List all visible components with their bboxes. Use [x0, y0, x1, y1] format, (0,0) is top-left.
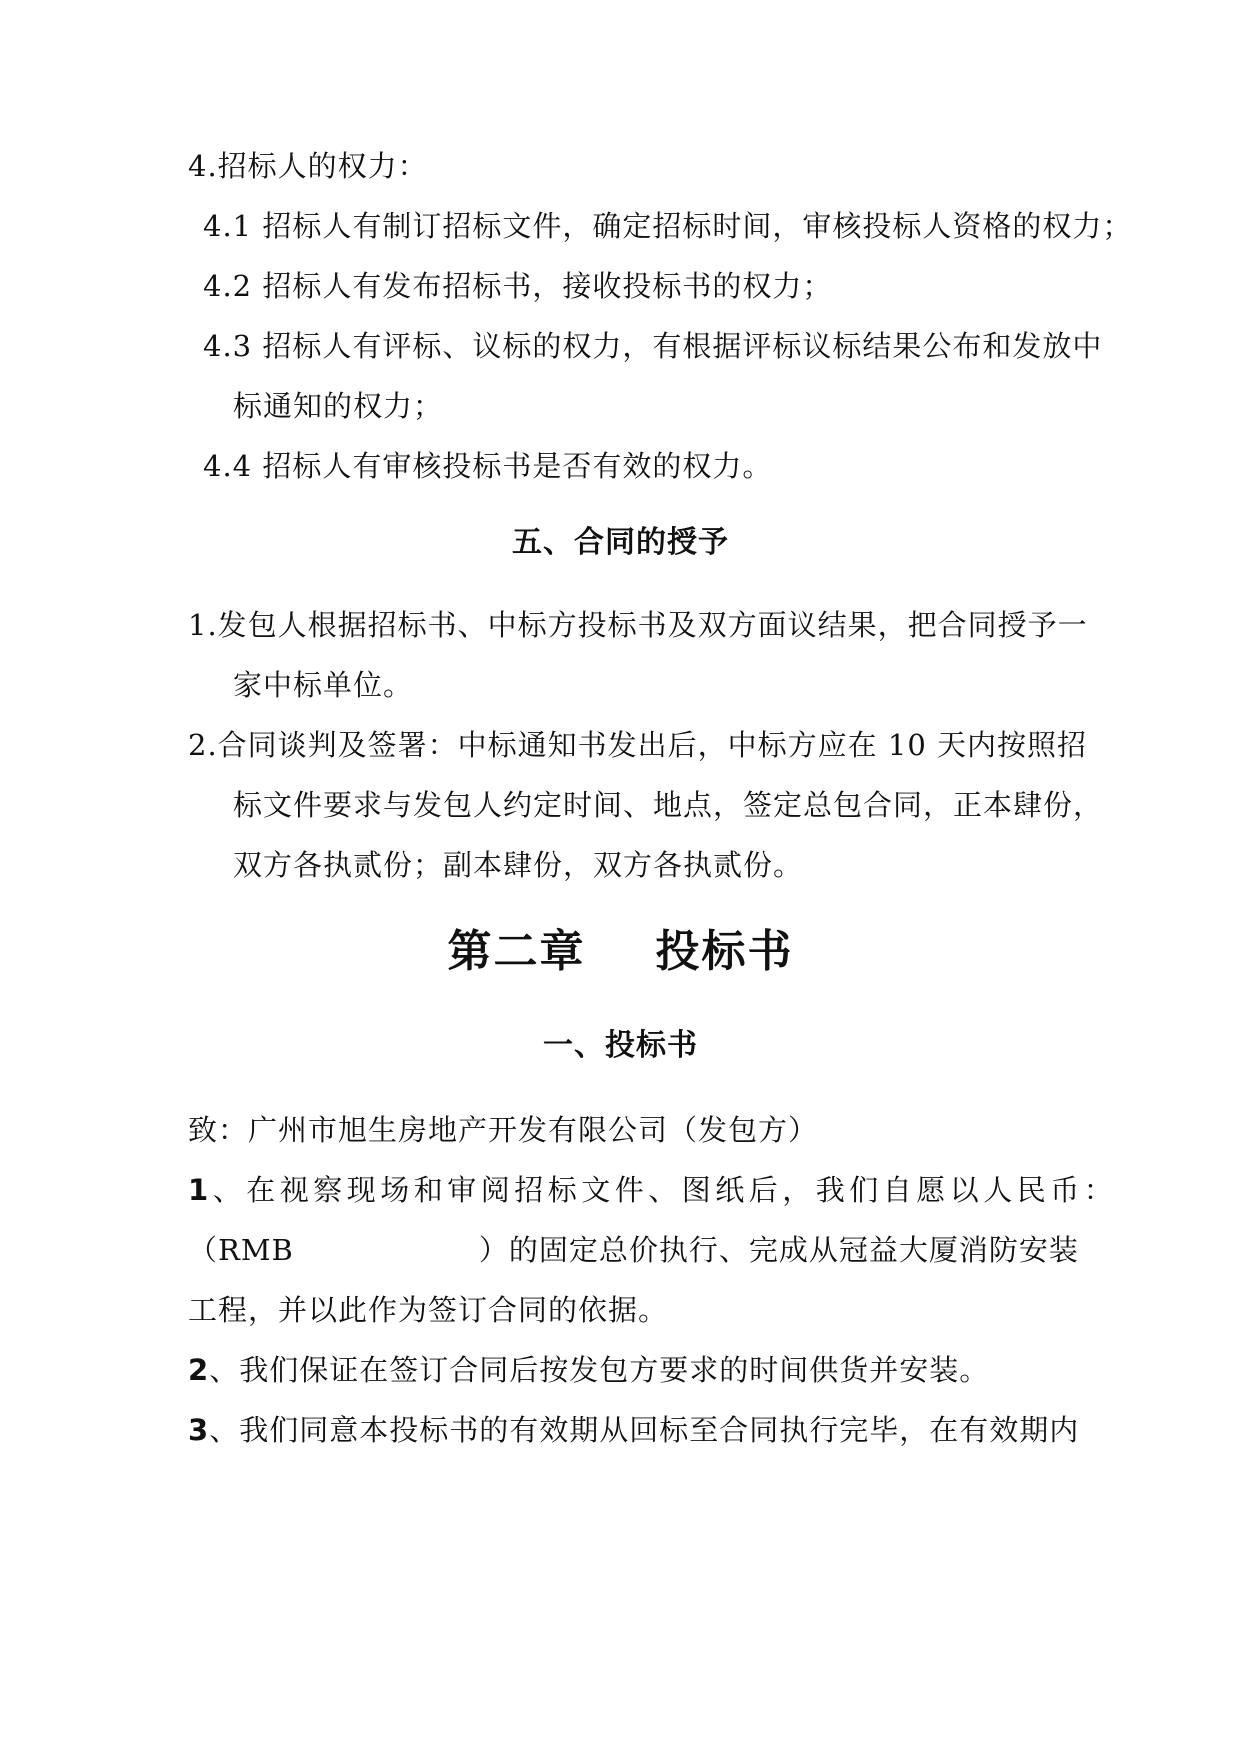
section4-item-4: 4.4 招标人有审核投标书是否有效的权力。 [203, 449, 773, 483]
bid-item-1-amount-prefix: （RMB [188, 1233, 294, 1267]
bid-item-2 [188, 1350, 989, 1390]
bid-item-2-number: 2 [188, 1353, 210, 1387]
section4-item-3-continued: 标通知的权力； [233, 389, 444, 423]
chapter-title [0, 924, 1241, 980]
bid-addressee: 致：广州市旭生房地产开发有限公司（发包方） [188, 1113, 819, 1147]
section5-paragraph-1: 1.发包人根据招标书、中标方投标书及双方面议结果，把合同授予一 [188, 608, 1088, 642]
section4-item-1: 4.1 招标人有制订招标文件，确定招标时间，审核投标人资格的权力； [203, 209, 1133, 243]
bid-section-heading: 一、投标书 [543, 1028, 698, 1063]
bid-item-1-line-3: 工程，并以此作为签订合同的依据。 [188, 1293, 669, 1327]
section5-paragraph-2: 2.合同谈判及签署：中标通知书发出后，中标方应在 10 天内按照招 [188, 728, 1088, 762]
section5-paragraph-2-line-3: 双方各执贰份；副本肆份，双方各执贰份。 [233, 848, 804, 882]
bid-item-1 [188, 1170, 1117, 1210]
bid-item-3-text: 、我们同意本投标书的有效期从回标至合同执行完毕，在有效期内 [209, 1413, 1080, 1447]
section4-title: 4.招标人的权力： [188, 149, 428, 183]
bid-item-3-number: 3 [188, 1413, 210, 1447]
bid-item-2-text: 、我们保证在签订合同后按发包方要求的时间供货并安装。 [209, 1353, 990, 1387]
section4-item-2: 4.2 招标人有发布招标书，接收投标书的权力； [203, 269, 833, 303]
bid-item-1-text: 、在视察现场和审阅招标文件、图纸后，我们自愿以人民币： [212, 1173, 1118, 1207]
bid-item-1-amount-line [188, 1230, 1079, 1270]
section4-item-3: 4.3 招标人有评标、议标的权力，有根据评标议标结果公布和发放中 [203, 329, 1103, 363]
bid-item-1-number: 1 [188, 1173, 213, 1207]
section5-paragraph-2-line-2: 标文件要求与发包人约定时间、地点，签定总包合同，正本肆份， [233, 788, 1104, 822]
chapter-name: 投标书 [655, 926, 794, 977]
bid-item-1-amount-suffix: ）的固定总价执行、完成从冠益大厦消防安装 [478, 1233, 1079, 1267]
chapter-label: 第二章 [447, 926, 586, 977]
section5-paragraph-1-continued: 家中标单位。 [233, 668, 414, 702]
section5-heading: 五、合同的授予 [512, 525, 729, 560]
bid-item-3 [188, 1410, 1079, 1450]
